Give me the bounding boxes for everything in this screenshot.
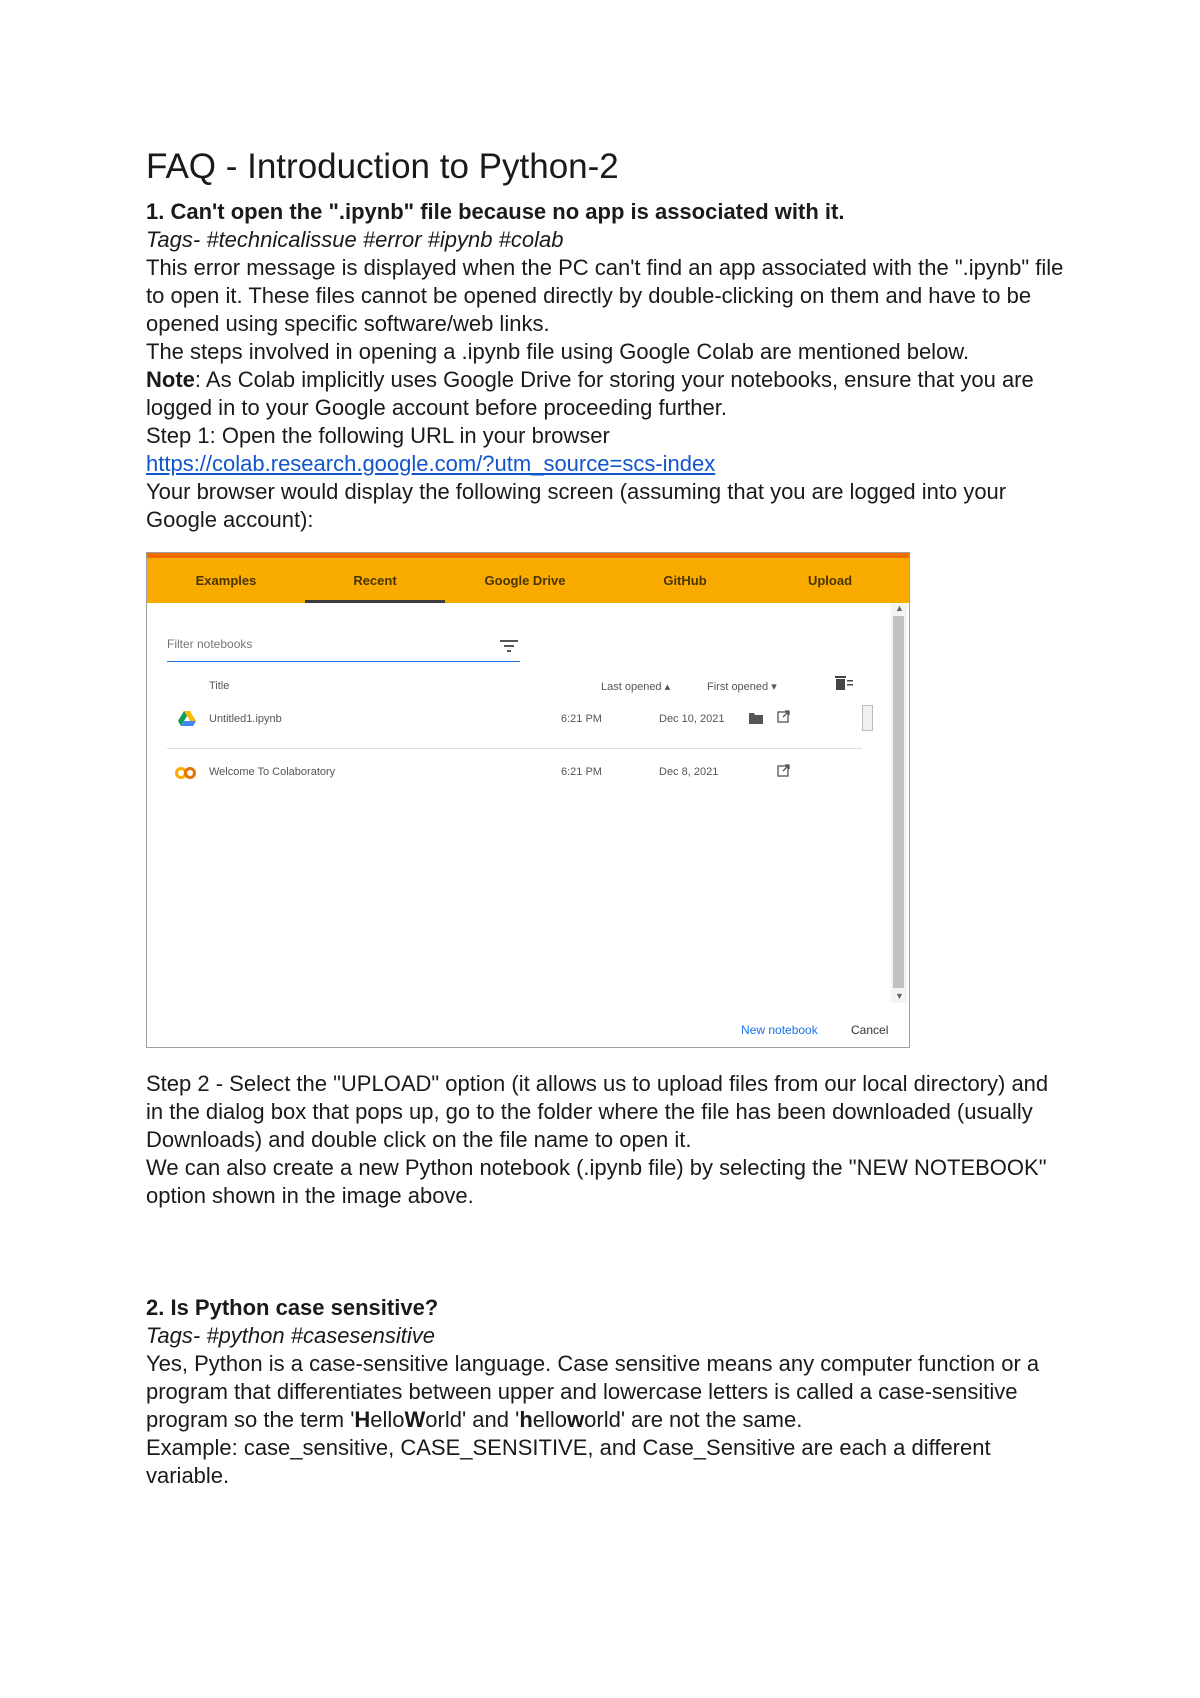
faq-2-paragraph <box>146 1350 1066 1434</box>
scroll-up-icon[interactable]: ▲ <box>895 603 904 613</box>
bold-w-lower: w <box>567 1407 585 1432</box>
google-drive-icon <box>178 711 196 732</box>
table-row[interactable] <box>167 748 862 804</box>
bold-h-lower: h <box>519 1407 533 1432</box>
active-tab-indicator <box>305 600 445 603</box>
faq-1-paragraph-1: This error message is displayed when the PC can't find an app associated with the ".ipynb" file to open it. These files cannot be opened directly by double-clicking on them and have to be opened using specific software/web links. <box>146 255 1064 336</box>
tab-examples[interactable]: Examples <box>195 573 257 588</box>
text-ello-2: ello <box>532 1407 568 1432</box>
faq-1-step-1: Step 1: Open the following URL in your browser <box>146 423 610 448</box>
colab-url-link[interactable]: https://colab.research.google.com/?utm_source=scs-index <box>146 451 716 476</box>
first-opened-value: Dec 8, 2021 <box>659 766 719 778</box>
faq-1-heading: 1. Can't open the ".ipynb" file because no app is associated with it. <box>146 199 845 224</box>
filter-notebooks-field[interactable] <box>167 635 520 662</box>
scroll-down-icon[interactable]: ▼ <box>895 991 904 1001</box>
note-label: Note <box>146 367 195 392</box>
faq-1-tags: Tags- #technicalissue #error #ipynb #colab <box>146 227 564 252</box>
filter-icon[interactable] <box>500 639 518 658</box>
scrollbar-thumb[interactable] <box>893 616 904 988</box>
faq-1-note <box>146 366 1066 422</box>
faq-2-example: Example: case_sensitive, CASE_SENSITIVE, and Case_Sensitive are each a different variable. <box>146 1435 991 1488</box>
last-opened-value: 6:21 PM <box>561 713 602 725</box>
tab-github[interactable]: GitHub <box>663 573 707 588</box>
faq-1-step-2: Step 2 - Select the "UPLOAD" option (it allows us to upload files from our local directory) and in the dialog box that pops up, go to the folder where the file has been downloaded (usually Downloads) and double click on the file name to open it. <box>146 1071 1049 1152</box>
colab-logo-icon <box>175 766 197 785</box>
first-opened-value: Dec 10, 2021 <box>659 713 725 725</box>
faq-1-new-notebook: We can also create a new Python notebook (.ipynb file) by selecting the "NEW NOTEBOOK" option shown in the image above. <box>146 1155 1047 1208</box>
faq-2-text-a: Yes, Python is a case-sensitive language. Case sensitive means any computer function or a program that differentiates between upper and lowercase letters is called a case-sensitive program so the term ' <box>146 1351 1040 1432</box>
tab-google-drive[interactable]: Google Drive <box>484 573 566 588</box>
column-title: Title <box>209 680 230 692</box>
bold-h-upper: H <box>354 1407 371 1432</box>
cancel-button[interactable]: Cancel <box>851 1023 889 1037</box>
faq-2-heading: 2. Is Python case sensitive? <box>146 1295 439 1320</box>
row-scroll-handle[interactable] <box>862 705 873 731</box>
column-first-opened-label: First opened <box>707 681 769 693</box>
last-opened-value: 6:21 PM <box>561 766 602 778</box>
notebook-title: Welcome To Colaboratory <box>209 766 336 778</box>
tab-recent[interactable]: Recent <box>353 573 397 588</box>
open-folder-icon[interactable] <box>749 711 763 729</box>
colab-tab-bar <box>147 558 909 603</box>
faq-1-browser-text: Your browser would display the following screen (assuming that you are logged into your Google account): <box>146 479 1007 532</box>
text-orld-1: orld' and ' <box>425 1407 520 1432</box>
bold-w-upper: W <box>404 1407 426 1432</box>
open-new-tab-icon[interactable] <box>777 764 790 782</box>
faq-1-paragraph-2: The steps involved in opening a .ipynb file using Google Colab are mentioned below. <box>146 339 970 364</box>
sort-down-icon: ▾ <box>771 681 777 693</box>
table-row[interactable] <box>167 692 862 749</box>
tab-upload[interactable]: Upload <box>807 573 853 588</box>
faq-2-tags: Tags- #python #casesensitive <box>146 1323 436 1348</box>
open-new-tab-icon[interactable] <box>777 710 790 728</box>
filter-notebooks-input[interactable] <box>167 635 467 653</box>
sort-up-icon: ▴ <box>664 681 671 693</box>
page-title: FAQ - Introduction to Python-2 <box>146 147 619 186</box>
document-page <box>146 142 1066 1490</box>
note-text: : As Colab implicitly uses Google Drive for storing your notebooks, ensure that you are logged in to your Google account before proceeding further. <box>146 367 1034 420</box>
new-notebook-button[interactable]: New notebook <box>741 1023 818 1037</box>
text-ello-1: ello <box>370 1407 405 1432</box>
column-last-opened-label: Last opened <box>601 681 662 693</box>
notebook-title: Untitled1.ipynb <box>209 713 282 725</box>
text-orld-2: orld' are not the same. <box>584 1407 803 1432</box>
colab-dialog-screenshot <box>146 552 910 1048</box>
